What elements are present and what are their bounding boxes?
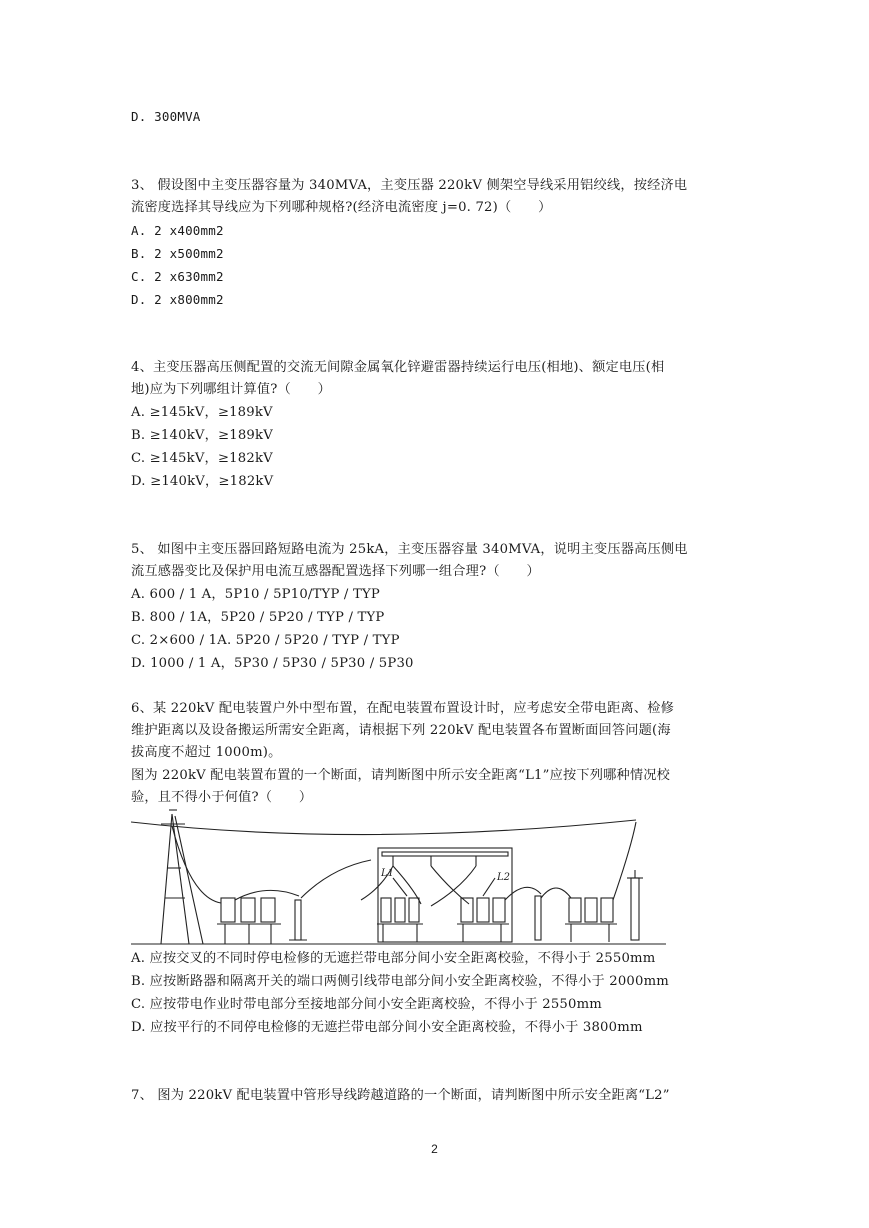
- q5-option-d: D. 1000 / 1 A，5P30 / 5P30 / 5P30 / 5P30: [131, 656, 414, 671]
- gantry: [361, 848, 512, 942]
- q4-option-b: B. ≥140kV，≥189kV: [131, 428, 273, 443]
- center-breaker-1: [377, 898, 423, 942]
- q6-option-c: C. 应按带电作业时带电部分至接地部分间小安全距离校验，不得小于 2550mm: [131, 997, 603, 1012]
- q3-text-line2: 流密度选择其导线应为下列哪种规格?(经济电流密度 j=0. 72)（ ）: [131, 200, 552, 215]
- left-tower: [161, 810, 203, 944]
- page-number: 2: [431, 1142, 438, 1156]
- right-breaker: [565, 898, 617, 942]
- q4-text-line1: 4、主变压器高压侧配置的交流无间隙金属氧化锌避雷器持续运行电压(相地)、额定电压(相: [131, 360, 665, 375]
- switchgear-section-diagram: [131, 808, 671, 948]
- q3-option-c: C. 2 x630mm2: [131, 269, 224, 284]
- right-arrester: [627, 870, 643, 940]
- q5-text-line1: 5、 如图中主变压器回路短路电流为 25kA，主变压器容量 340MVA，说明主变压器高压侧电: [131, 542, 688, 557]
- l2-arrow: [483, 878, 495, 896]
- overhead-wire: [131, 820, 636, 835]
- q4-option-a: A. ≥145kV，≥189kV: [131, 405, 273, 420]
- center-breaker-2: [457, 898, 509, 942]
- q5-option-c: C. 2×600 / 1A. 5P20 / 5P20 / TYP / TYP: [131, 633, 400, 648]
- q6-option-d: D. 应按平行的不同停电检修的无遮拦带电部分间小安全距离校验，不得小于 3800mm: [131, 1020, 643, 1035]
- label-l2: L2: [497, 872, 511, 883]
- q3-option-b: B. 2 x500mm2: [131, 246, 224, 261]
- right-post: [535, 896, 541, 940]
- q6-text-line5: 验，且不得小于何值?（ ）: [131, 790, 313, 805]
- q6-text-line4: 图为 220kV 配电装置布置的一个断面，请判断图中所示安全距离“L1”应按下列哪种情况校: [131, 768, 671, 783]
- left-ct: [289, 900, 307, 940]
- q3-option-a: A. 2 x400mm2: [131, 223, 224, 238]
- q4-text-line2: 地)应为下列哪组计算值?（ ）: [131, 382, 332, 397]
- q5-option-a: A. 600 / 1 A，5P10 / 5P10/TYP / TYP: [131, 587, 380, 602]
- q3-text-line1: 3、 假设图中主变压器容量为 340MVA，主变压器 220kV 侧架空导线采用铝绞线，按经济电: [131, 178, 688, 193]
- q6-text-line1: 6、某 220kV 配电装置户外中型布置，在配电装置布置设计时，应考虑安全带电距离、检修: [131, 701, 675, 716]
- q3-option-d: D. 2 x800mm2: [131, 292, 224, 307]
- q7-text-line1: 7、 图为 220kV 配电装置中管形导线跨越道路的一个断面，请判断图中所示安全距离“L2”: [131, 1088, 670, 1103]
- q5-option-b: B. 800 / 1A，5P20 / 5P20 / TYP / TYP: [131, 610, 385, 625]
- q6-option-a: A. 应按交叉的不同时停电检修的无遮拦带电部分间小安全距离校验，不得小于 2550mm: [131, 951, 656, 966]
- q6-text-line3: 拔高度不超过 1000m)。: [131, 745, 282, 760]
- q6-option-b: B. 应按断路器和隔离开关的端口两侧引线带电部分间小安全距离校验，不得小于 2000mm: [131, 974, 670, 989]
- q4-option-c: C. ≥145kV，≥182kV: [131, 451, 273, 466]
- q5-text-line2: 流互感器变比及保护用电流互感器配置选择下列哪一组合理?（ ）: [131, 564, 540, 579]
- q6-text-line2: 维护距离以及设备搬运所需安全距离，请根据下列 220kV 配电装置各布置断面回答问题(海: [131, 723, 671, 738]
- label-l1: L1: [381, 868, 395, 879]
- prev-option-d: D. 300MVA: [131, 109, 201, 124]
- left-breaker: [217, 898, 281, 944]
- q4-option-d: D. ≥140kV，≥182kV: [131, 474, 274, 489]
